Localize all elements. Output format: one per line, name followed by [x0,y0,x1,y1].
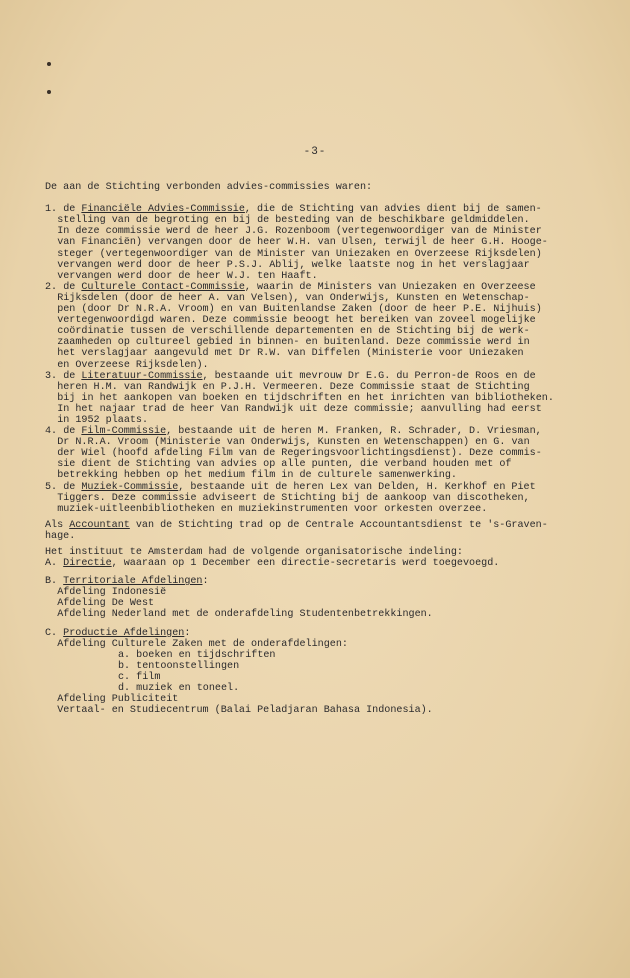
commission-item-3: 3. de Literatuur-Commissie, bestaande uit mevrouw Dr E.G. du Perron-de Roos en de heren H.M. van Randwijk en P.J.H. Vermeeren. Deze Commissie staat de Stichting bij in het aankopen van boeken en tijdschriften en het inrichten van bibliotheken. In het najaar trad de heer Van Randwijk uit deze commissie; aanvulling had eerst in 1952 plaats. [45,370,554,426]
accountant-label: Accountant [69,519,130,531]
section-heading: Productie Afdelingen [63,627,185,639]
commission-name: Culturele Contact-Commissie [81,281,245,293]
organisation-intro: Het instituut te Amsterdam had de volgende organisatorische indeling: [45,547,463,558]
commissions-intro: De aan de Stichting verbonden advies-commissies waren: [45,182,373,193]
section-heading: Territoriale Afdelingen [63,576,203,588]
commission-name: Muziek-Commissie [81,481,179,493]
section-heading: Directie [63,558,112,570]
document-body [45,182,605,716]
accountant-paragraph: Als Accountant van de Stichting trad op de Centrale Accountantsdienst te 's-Graven- hage. [45,519,548,542]
section-b: B. Territoriale Afdelingen: Afdeling Indonesië Afdeling De West Afdeling Nederland met de onderafdeling Studentenbetrekkingen. [45,576,433,621]
punch-hole-mark [47,62,51,66]
commission-item-4: 4. de Film-Commissie, bestaande uit de heren M. Franken, R. Schrader, D. Vriesman, Dr N.R.A. Vroom (Ministerie van Onderwijs, Kunsten en Wetenschappen) en G. van der Wiel (hoofd afdeling Film van de Regeringsvoorlichtingsdienst). Deze commis- sie dient de Stichting van advies op alle punten, die verband houden met of betrekking hebben op het medium film in de culturele samenwerking. [45,426,542,482]
commission-item-5: 5. de Muziek-Commissie, bestaande uit de heren Lex van Delden, H. Kerkhof en Piet Tiggers. Deze commissie adviseert de Stichting bij de aankoop van discotheken, muziek-uitleenbibliotheken en muziekinstrumenten voor orkesten overzee. [45,481,536,515]
commission-name: Film-Commissie [81,426,167,438]
section-c: C. Productie Afdelingen: Afdeling Culturele Zaken met de onderafdelingen: a. boeken en tijdschriften b. tentoonstellingen c. film d. muziek en toneel. Afdeling Publiciteit Vertaal- en Studiecentrum (Balai Peladjaran Bahasa Indonesia). [45,627,433,717]
section-a: A. Directie, waaraan op 1 December een directie-secretaris werd toegevoegd. [45,558,500,570]
page-number: -3- [303,146,327,158]
commission-item-1: 1. de Financiële Advies-Commissie, die de Stichting van advies dient bij de samen- stelling van de begroting en bij de besteding van de beschikbare geldmiddelen. In deze commissie werd de heer J.G. Rozenboom (vertegenwoordiger van de Minister van Financiën) vervangen door de heer W.H. van Ulsen, terwijl de heer G.H. Hooge- steger (vertegenwoordiger van de Minister van Uniezaken en Overzeese Rijksdelen) vervangen werd door de heer P.S.J. Ablij, welke laatste nog in het verslagjaar vervangen werd door de heer W.J. ten Haaft. [45,204,548,282]
punch-hole-mark [47,90,51,94]
commission-name: Financiële Advies-Commissie [81,204,245,216]
commission-item-2: 2. de Culturele Contact-Commissie, waarin de Ministers van Uniezaken en Overzeese Rijksdelen (door de heer A. van Velsen), van Onderwijs, Kunsten en Wetenschap- pen (door Dr N.R.A. Vroom) en van Buitenlandse Zaken (door de heer P.E. Nijhuis) vertegenwoordigd waren. Deze commissie beoogt het bereiken van zoveel mogelijke coördinatie tussen de verschillende departementen en de Stichting bij de werk- zaamheden op cultureel gebied in binnen- en buitenland. Deze commissie werd in het verslagjaar aangevuld met Dr R.W. van Diffelen (Ministerie voor Uniezaken en Overzeese Rijksdelen). [45,281,542,371]
commission-name: Literatuur-Commissie [81,370,203,382]
